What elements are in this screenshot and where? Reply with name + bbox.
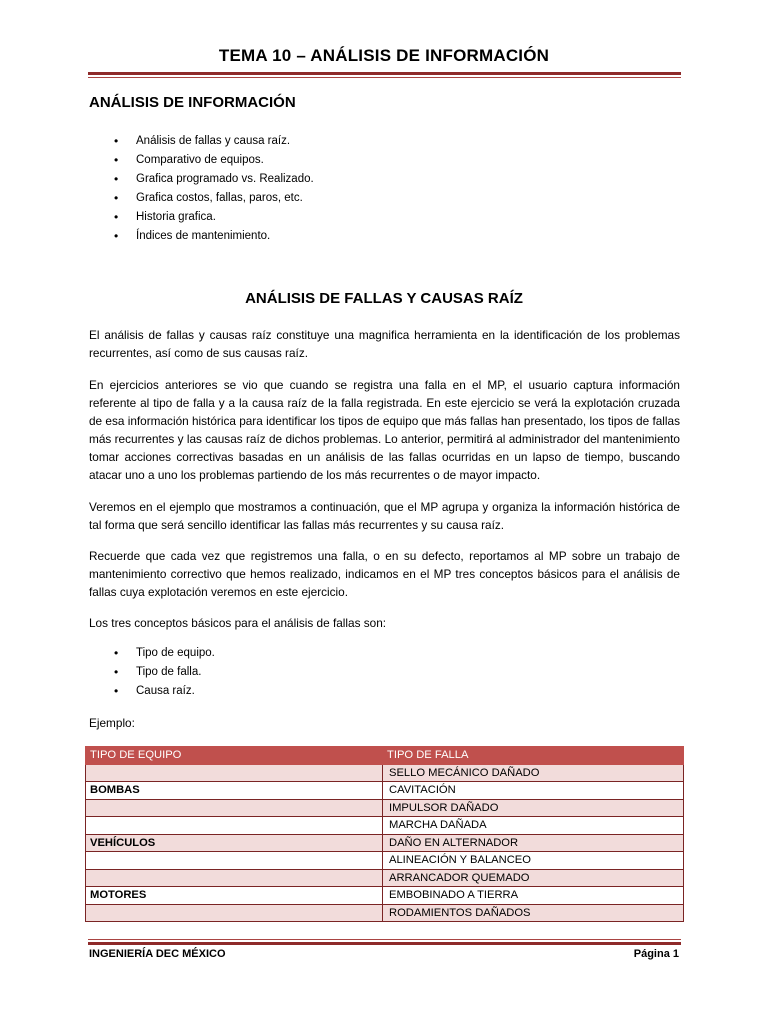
table-header-cell: TIPO DE FALLA xyxy=(383,747,684,765)
table-header-cell: TIPO DE EQUIPO xyxy=(86,747,383,765)
table-row xyxy=(86,799,684,817)
table-cell-falla: IMPULSOR DAÑADO xyxy=(383,799,684,817)
list-item: • Índices de mantenimiento. xyxy=(89,227,314,246)
paragraph: Veremos en el ejemplo que mostramos a continuación, que el MP agrupa y organiza la información histórica de tal forma que será sencillo identificar las fallas más recurrentes y su causa raíz. xyxy=(89,500,680,532)
paragraph: Los tres conceptos básicos para el análisis de fallas son: xyxy=(89,616,387,630)
table-cell-equipo xyxy=(86,817,383,835)
paragraph: Recuerde que cada vez que registremos una falla, o en su defecto, reportamos al MP sobre un trabajo de mantenimiento correctivo que hemos realizado, indicamos en el MP tres conceptos básicos para el análisis de fallas cuya explotación veremos en este ejercicio. xyxy=(89,549,680,599)
table-row xyxy=(86,852,684,870)
footer-rule-thin xyxy=(88,939,681,940)
table-row xyxy=(86,834,684,852)
table-cell-falla: SELLO MECÁNICO DAÑADO xyxy=(383,764,684,782)
section-heading-fallas: ANÁLISIS DE FALLAS Y CAUSAS RAÍZ xyxy=(245,290,523,307)
table-row xyxy=(86,869,684,887)
paragraph: En ejercicios anteriores se vio que cuando se registra una falla en el MP, el usuario captura información referente al tipo de falla y a la causa raíz de la falla registrada. En este ejercicio se verá la explotación cruzada de esa información histórica para identificar los tipos de equipo que más fallas han presentado, los tipos de fallas más recurrentes y las causas raíz de dichos problemas. Lo anterior, permitirá al administrador del mantenimiento tomar acciones correctivas basadas en un análisis de las fallas ocurridas en un lapso de tiempo, buscando atacar uno a uno los problemas partiendo de los más recurrentes o de mayor impacto. xyxy=(89,378,680,482)
list-item: • Grafica programado vs. Realizado. xyxy=(89,170,314,189)
table-cell-equipo xyxy=(86,852,383,870)
table-cell-falla: ARRANCADOR QUEMADO xyxy=(383,869,684,887)
table-cell-equipo: VEHÍCULOS xyxy=(86,834,383,852)
table-row xyxy=(86,887,684,905)
list-item: • Tipo de equipo. xyxy=(89,644,215,663)
concepts-list xyxy=(89,644,215,701)
table-cell-falla: MARCHA DAÑADA xyxy=(383,817,684,835)
footer-rule-thick xyxy=(88,942,681,945)
list-item: • Causa raíz. xyxy=(89,682,215,701)
table-cell-equipo xyxy=(86,799,383,817)
list-item: • Comparativo de equipos. xyxy=(89,151,314,170)
table-row xyxy=(86,817,684,835)
table-row xyxy=(86,904,684,922)
topics-list xyxy=(89,132,314,246)
table-cell-equipo xyxy=(86,904,383,922)
list-item: • Grafica costos, fallas, paros, etc. xyxy=(89,189,314,208)
paragraph: El análisis de fallas y causas raíz constituye una magnifica herramienta en la identificación de los problemas recurrentes, así como de sus causas raíz. xyxy=(89,328,680,360)
header-rule-thick xyxy=(88,72,681,75)
table-cell-equipo xyxy=(86,869,383,887)
table-cell-equipo: BOMBAS xyxy=(86,782,383,800)
table-cell-equipo: MOTORES xyxy=(86,887,383,905)
section-heading-analisis: ANÁLISIS DE INFORMACIÓN xyxy=(89,94,296,111)
table-cell-falla: DAÑO EN ALTERNADOR xyxy=(383,834,684,852)
example-label: Ejemplo: xyxy=(89,716,135,730)
list-item: • Análisis de fallas y causa raíz. xyxy=(89,132,314,151)
list-item: • Tipo de falla. xyxy=(89,663,215,682)
table-cell-falla: EMBOBINADO A TIERRA xyxy=(383,887,684,905)
page-title: TEMA 10 – ANÁLISIS DE INFORMACIÓN xyxy=(218,46,550,65)
table-row xyxy=(86,782,684,800)
table-cell-falla: CAVITACIÓN xyxy=(383,782,684,800)
failures-table xyxy=(85,746,684,922)
table-cell-falla: ALINEACIÓN Y BALANCEO xyxy=(383,852,684,870)
table-row xyxy=(86,764,684,782)
footer-page-number: Página 1 xyxy=(633,948,679,960)
header-rule-thin xyxy=(88,77,681,78)
footer-company: INGENIERÍA DEC MÉXICO xyxy=(89,948,226,960)
list-item: • Historia grafica. xyxy=(89,208,314,227)
table-header-row xyxy=(86,747,684,765)
table-cell-equipo xyxy=(86,764,383,782)
table-cell-falla: RODAMIENTOS DAÑADOS xyxy=(383,904,684,922)
